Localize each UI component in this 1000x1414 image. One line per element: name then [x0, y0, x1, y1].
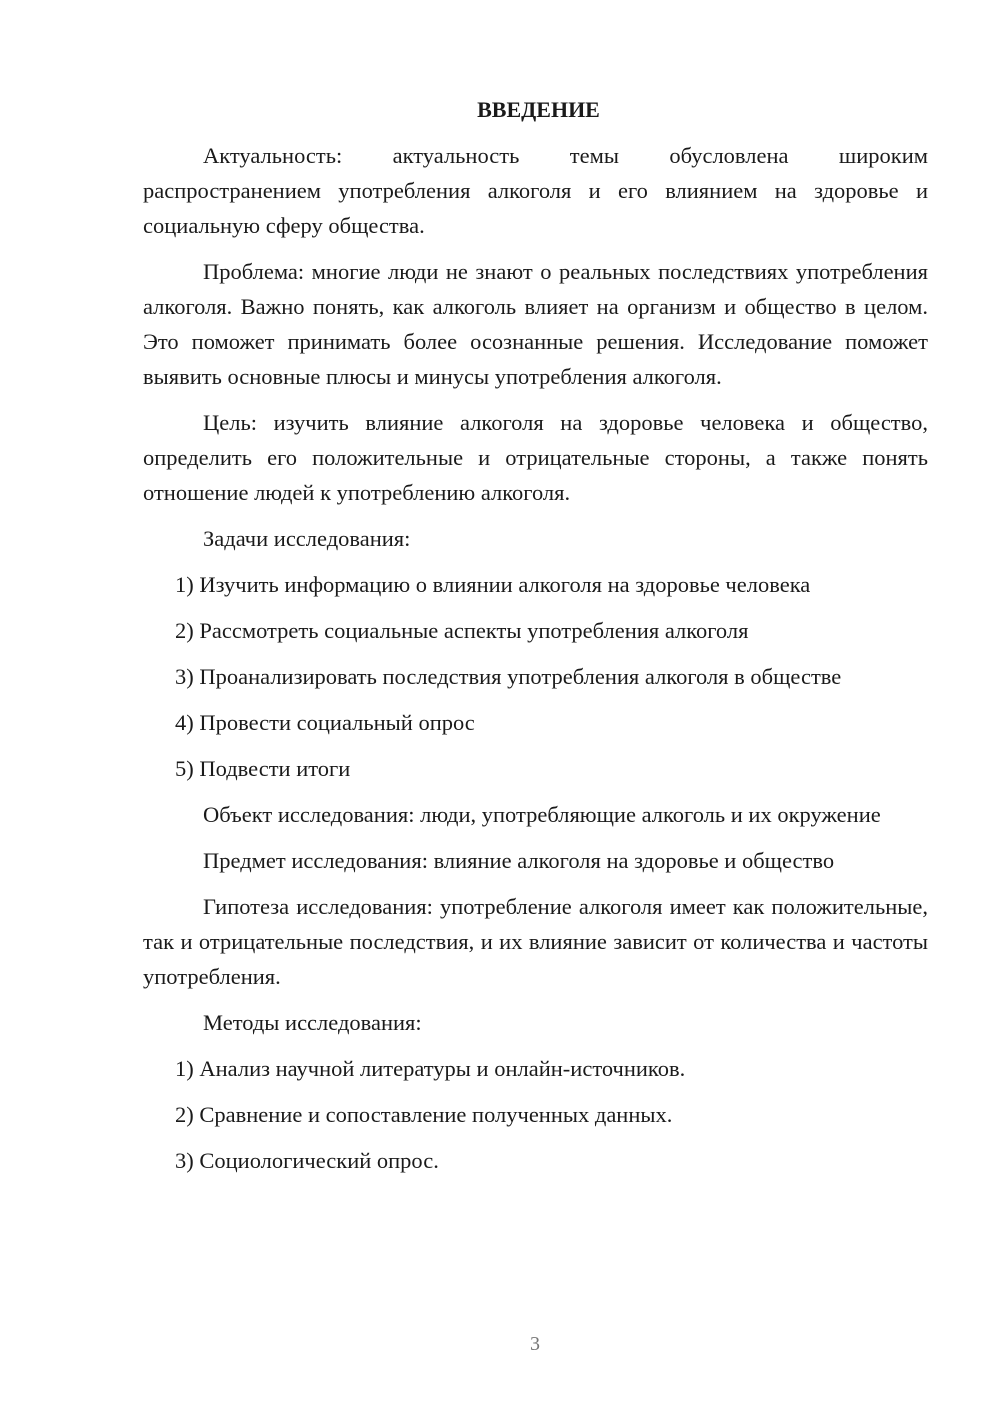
task-item: 4) Провести социальный опрос: [175, 710, 475, 735]
relevance-paragraph: Актуальность: актуальность темы обусловлена широким распространением употребления алкоголя и его влиянием на здоровье и социальную сферу общества.: [143, 143, 928, 238]
task-item: 3) Проанализировать последствия употребления алкоголя в обществе: [175, 664, 842, 689]
hypothesis-paragraph: Гипотеза исследования: употребление алкоголя имеет как положительные, так и отрицательные последствия, и их влияние зависит от количества и частоты употребления.: [143, 894, 928, 989]
problem-paragraph: Проблема: многие люди не знают о реальных последствиях употребления алкоголя. Важно понять, как алкоголь влияет на организм и общество в целом. Это поможет принимать более осознанные решения. Исследование поможет выявить основные плюсы и минусы употребления алкоголя.: [143, 259, 928, 389]
section-title: ВВЕДЕНИЕ: [477, 97, 600, 122]
tasks-heading: Задачи исследования:: [203, 526, 411, 551]
page-number: 3: [530, 1333, 540, 1355]
task-item: 1) Изучить информацию о влиянии алкоголя на здоровье человека: [175, 572, 811, 597]
task-item: 5) Подвести итоги: [175, 756, 351, 781]
object-paragraph: Объект исследования: люди, употребляющие алкоголь и их окружение: [203, 802, 881, 827]
method-item: 3) Социологический опрос.: [175, 1148, 439, 1173]
task-item: 2) Рассмотреть социальные аспекты употребления алкоголя: [175, 618, 749, 643]
goal-paragraph: Цель: изучить влияние алкоголя на здоровье человека и общество, определить его положительные и отрицательные стороны, а также понять отношение людей к употреблению алкоголя.: [143, 410, 928, 505]
method-item: 2) Сравнение и сопоставление полученных данных.: [175, 1102, 673, 1127]
methods-heading: Методы исследования:: [203, 1010, 422, 1035]
subject-paragraph: Предмет исследования: влияние алкоголя на здоровье и общество: [203, 848, 835, 873]
document-page: [143, 92, 928, 1189]
method-item: 1) Анализ научной литературы и онлайн-источников.: [175, 1056, 686, 1081]
